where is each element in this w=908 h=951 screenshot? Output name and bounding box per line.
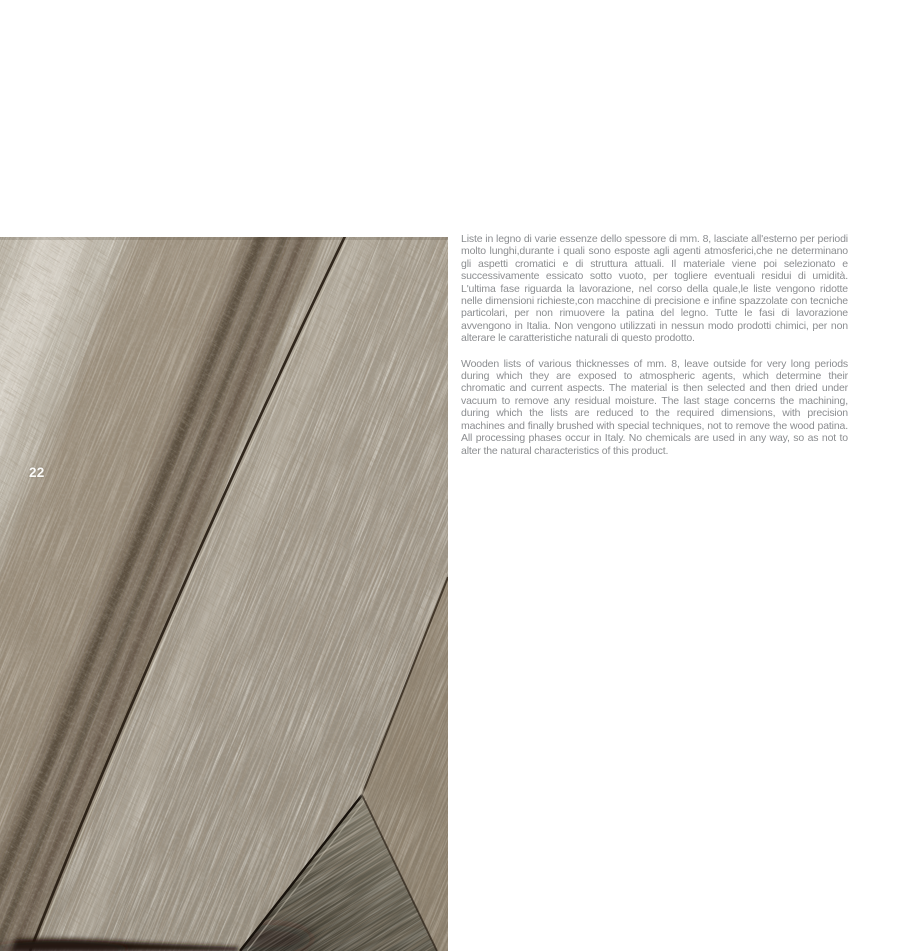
wood-photo-image: [0, 237, 448, 951]
text-column: [461, 233, 848, 470]
paragraph-english: Wooden lists of various thicknesses of mm. 8, leave outside for very long periods during which they are exposed to atmospheric agents, which determine their chromatic and current aspects. The material is then selected and then dried under vacuum to remove any residual moisture. The last stage concerns the machining, during which the lists are reduced to the required dimensions, with precision machines and finally brushed with special techniques, not to remove the wood patina. All processing phases occur in Italy. No chemicals are used in any way, so as not to alter the natural characteristics of this product.: [461, 357, 848, 457]
page-number: 22: [29, 465, 45, 480]
wood-photo: [0, 237, 448, 951]
paragraph-italian: Liste in legno di varie essenze dello spessore di mm. 8, lasciate all'esterno per periodi molto lunghi,durante i quali sono esposte agli agenti atmosferici,che ne determinano gli aspetti cromatici e di struttura attuali. Il materiale viene poi selezionato e successivamente essicato sotto vuoto, per togliere eventuali residui di umidità. L'ultima fase riguarda la lavorazione, nel corso della quale,le liste vengono ridotte nelle dimensioni richieste,con macchine di precisione e infine spazzolate con tecniche particolari, per non rimuovere la patina del legno. Tutte le fasi di lavorazione avvengono in Italia. Non vengono utilizzati in nessun modo prodotti chimici, per non alterare le caratteristiche naturali di questo prodotto.: [461, 233, 848, 345]
